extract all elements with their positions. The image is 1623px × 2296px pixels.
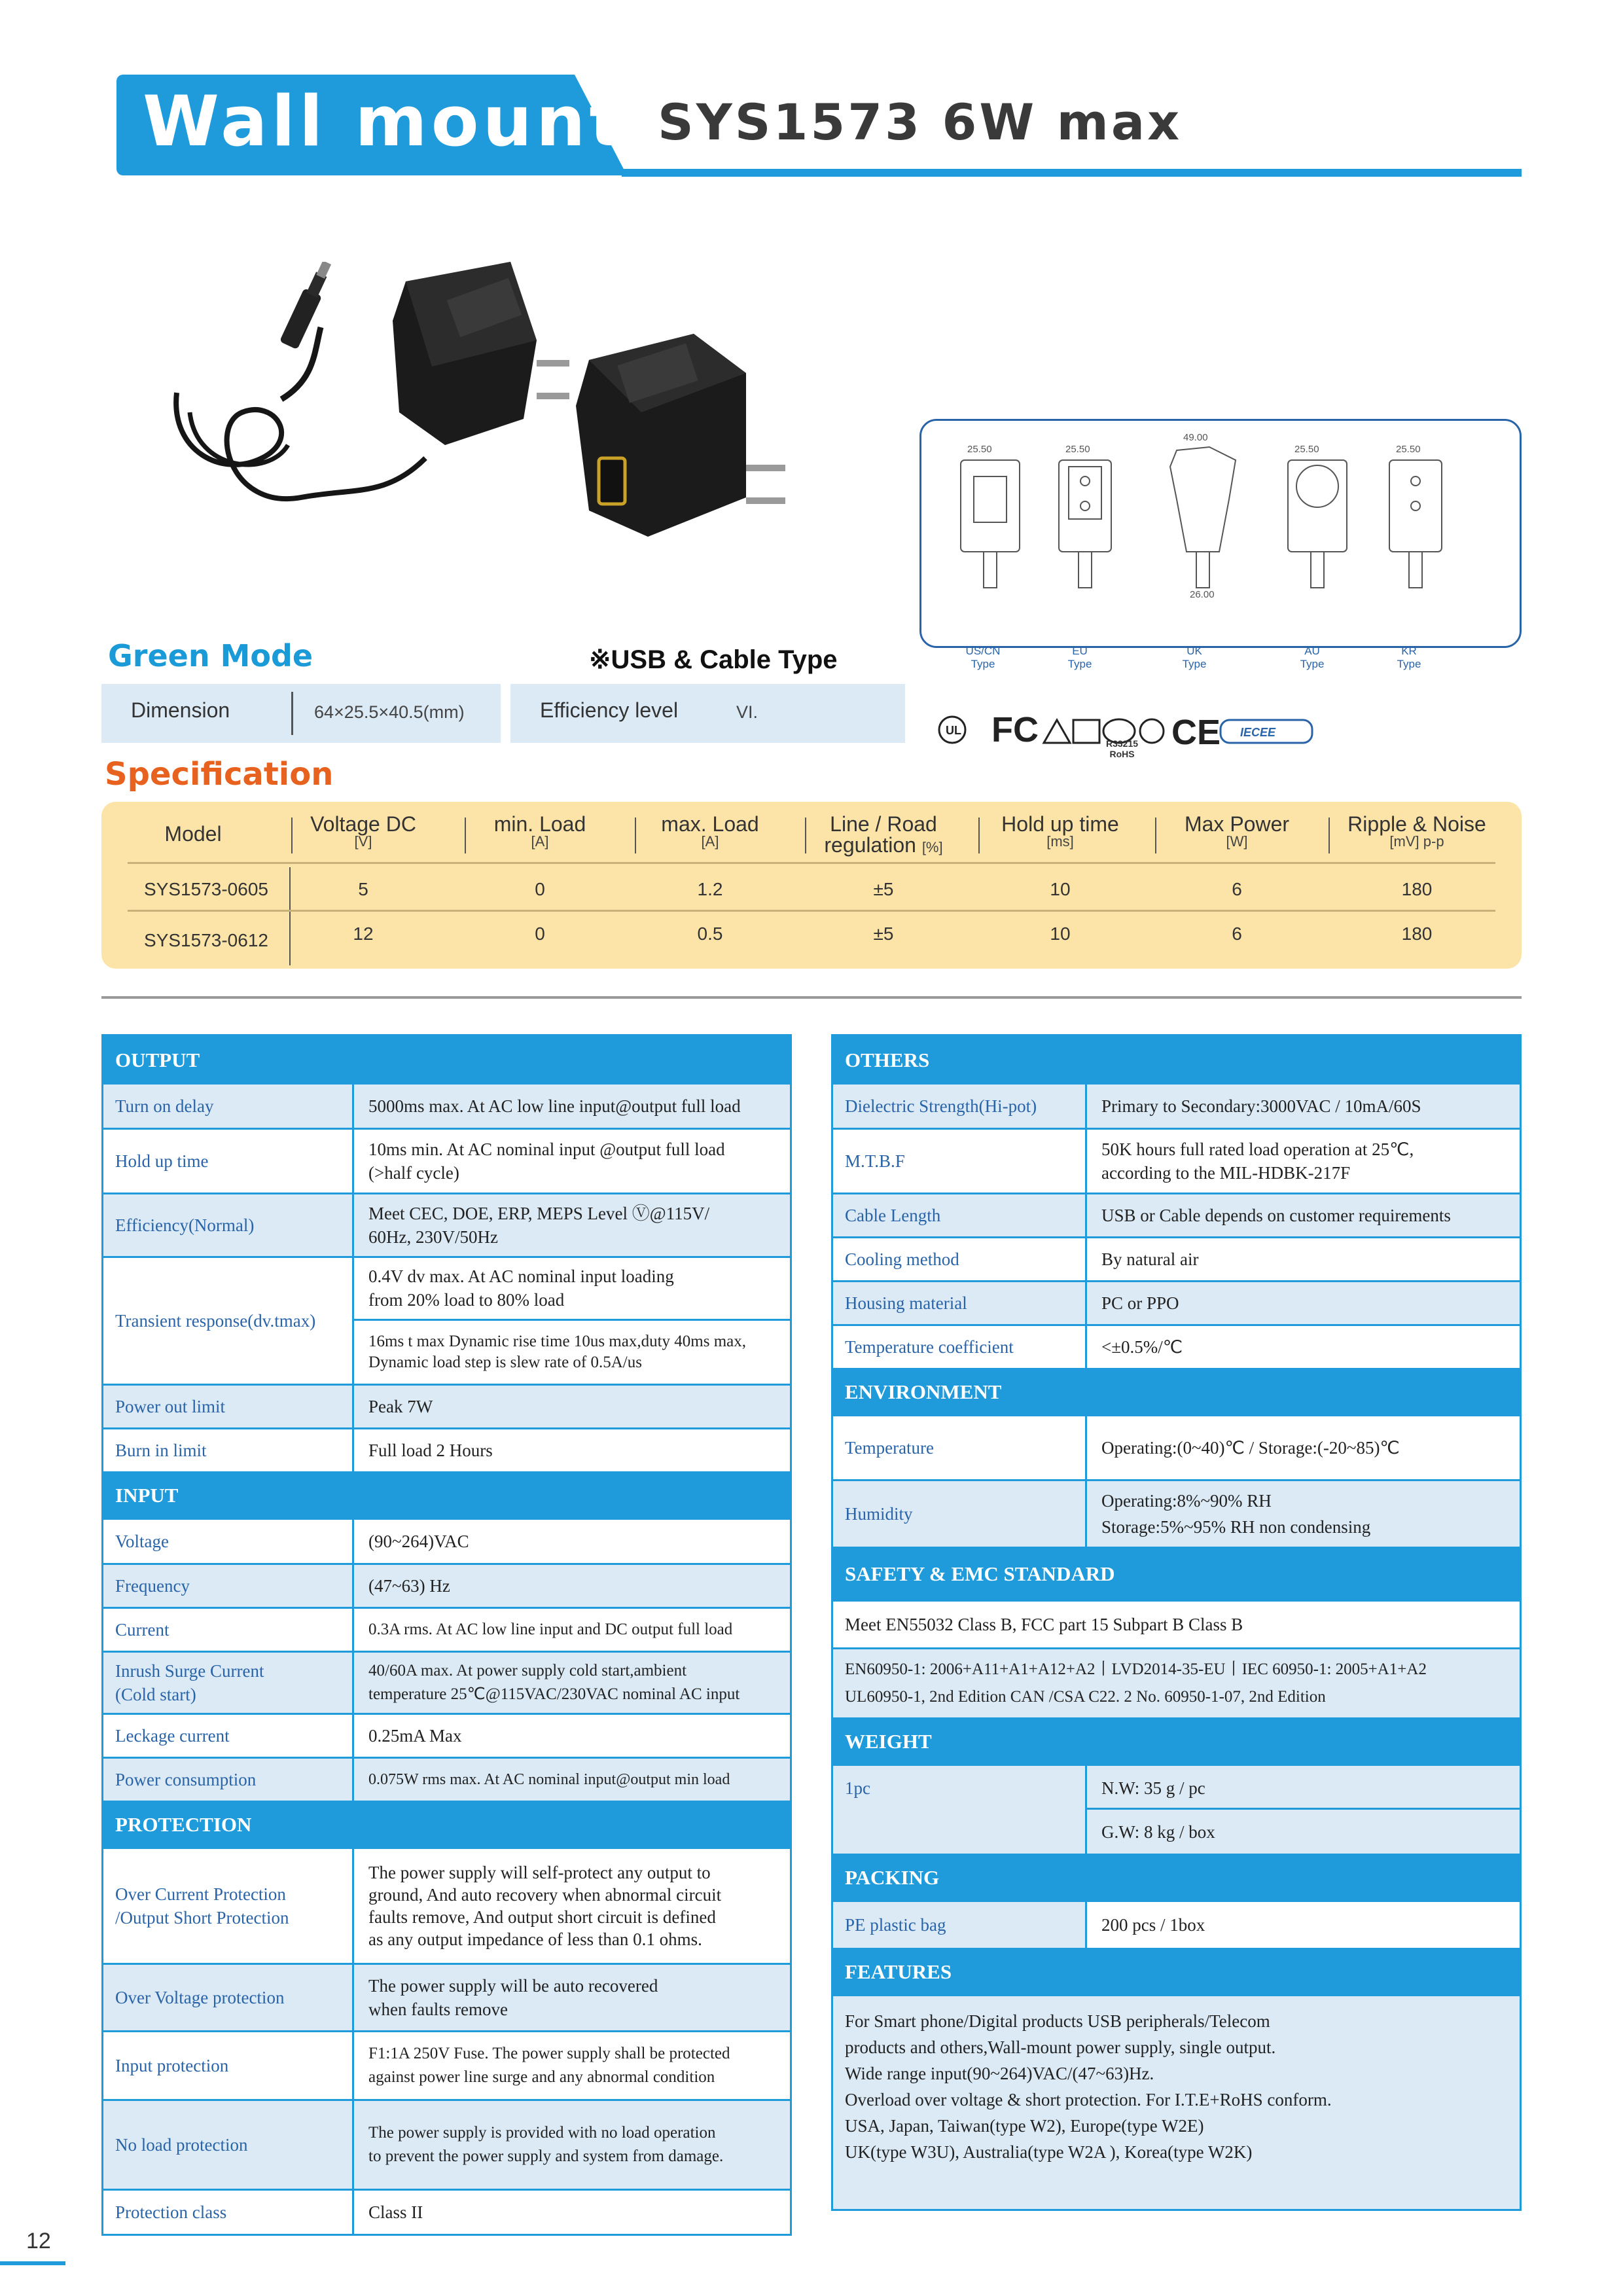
left-spec-table <box>101 1034 792 2236</box>
spec-header-max-power: Max Power [W] <box>1184 812 1290 850</box>
section-header-safety: SAFETY & EMC STANDARD <box>833 1547 1520 1602</box>
spec-header-model: Model <box>164 822 222 846</box>
row-label: Dielectric Strength(Hi-pot) <box>845 1096 1037 1116</box>
row-label: Cooling method <box>845 1249 959 1269</box>
row-value: 10ms min. At AC nominal input @output full load (>half cycle) <box>352 1130 790 1193</box>
separator <box>805 817 806 853</box>
row-label: Housing material <box>845 1293 967 1313</box>
row-value: 5000ms max. At AC low line input@output full load <box>352 1085 790 1128</box>
section-header-weight: WEIGHT <box>833 1717 1520 1766</box>
row-value: The power supply is provided with no load operation to prevent the power supply and system from damage. <box>352 2101 790 2189</box>
separator <box>465 817 466 853</box>
svg-text:IECEE: IECEE <box>1240 726 1276 739</box>
spec-cell: 180 <box>1401 924 1433 944</box>
table-row <box>833 1130 1520 1193</box>
row-value: Full load 2 Hours <box>352 1429 790 1471</box>
spec-cell: 10 <box>1050 924 1071 944</box>
spec-cell-model: SYS1573-0605 <box>144 879 268 899</box>
dim-label: 26.00 <box>1190 589 1215 600</box>
safety-line-1: Meet EN55032 Class B, FCC part 15 Subpart B Class B <box>833 1602 1520 1647</box>
section-header-packing: PACKING <box>833 1854 1520 1902</box>
spec-header-voltage: Voltage DC [V] <box>310 812 416 850</box>
row-value: Operating:(0~40)℃ / Storage:(-20~85)℃ <box>1085 1416 1520 1479</box>
table-row <box>103 1965 790 2030</box>
spec-header-max-load: max. Load [A] <box>661 812 759 850</box>
spec-cell: 12 <box>353 924 374 944</box>
section-header-others: OTHERS <box>833 1036 1520 1085</box>
row-label: Current <box>115 1620 169 1640</box>
dim-label: 25.50 <box>1294 444 1319 455</box>
row-value: 16ms t max Dynamic rise time 10us max,duty 40ms max, Dynamic load step is slew rate of 0.5A/us <box>352 1321 790 1384</box>
fc-logo: FC <box>991 710 1039 749</box>
svg-text:UL: UL <box>946 724 961 737</box>
dimension-label: Dimension <box>131 698 230 722</box>
row-value: N.W: 35 g / pc <box>1085 1766 1520 1810</box>
spec-header-regulation: Line / Road regulation [%] <box>824 812 943 857</box>
table-row <box>833 1902 1520 1948</box>
green-mode-title: Green Mode <box>108 638 313 673</box>
row-value: By natural air <box>1085 1238 1520 1280</box>
row-label: Efficiency(Normal) <box>115 1215 255 1235</box>
spec-cell: 5 <box>358 879 368 899</box>
table-row <box>833 1194 1520 1236</box>
table-row <box>103 1849 790 1963</box>
spec-header-hold-up: Hold up time [ms] <box>1001 812 1119 850</box>
row-label: Leckage current <box>115 1726 230 1746</box>
features-text: For Smart phone/Digital products USB peripherals/Telecom products and others,Wall-mount power supply, single output. Wide range input(90~264)VAC/(47~63)Hz. Overload over voltage & short protection. For I.T.E+RoHS conform. USA, Japan, Taiwan(type W2), Europe(type W2E) UK(type W3U), Australia(type W2A ), Korea(type W2K) <box>833 1996 1520 2209</box>
separator <box>1155 817 1156 853</box>
row-value: <±0.5%/℃ <box>1085 1326 1520 1368</box>
header-rule <box>622 169 1522 177</box>
row-label: No load protection <box>115 2135 248 2155</box>
row-value: 40/60A max. At power supply cold start,ambient temperature 25℃@115VAC/230VAC nominal AC input <box>352 1653 790 1713</box>
table-row <box>103 1085 790 1128</box>
row-value: (47~63) Hz <box>352 1565 790 1607</box>
row-label: Power consumption <box>115 1770 257 1789</box>
ce-logo: CE <box>1171 713 1221 752</box>
page-title: Wall mount <box>143 81 627 162</box>
table-row <box>833 1085 1520 1128</box>
row-label: Transient response(dv.tmax) <box>115 1311 316 1331</box>
spec-cell: 1.2 <box>697 879 723 899</box>
row-value: 50K hours full rated load operation at 25℃, according to the MIL-HDBK-217F <box>1085 1130 1520 1193</box>
section-header-input: INPUT <box>103 1471 790 1520</box>
specification-title: Specification <box>105 756 334 793</box>
kc-logo <box>1140 719 1164 743</box>
table-row <box>103 1429 790 1471</box>
plug-drawing-svg <box>921 421 1520 646</box>
separator <box>978 817 980 853</box>
separator <box>291 692 293 735</box>
row-label: Inrush Surge Current (Cold start) <box>115 1661 264 1704</box>
row-value: 0.25mA Max <box>352 1715 790 1757</box>
table-row <box>103 1715 790 1757</box>
plug-drawings <box>919 419 1522 648</box>
row-label: Humidity <box>845 1504 913 1524</box>
row-value: Primary to Secondary:3000VAC / 10mA/60S <box>1085 1085 1520 1128</box>
certification-logos <box>933 704 1325 769</box>
section-header-features: FEATURES <box>833 1948 1520 1996</box>
spec-header-ripple: Ripple & Noise [mV] p-p <box>1347 812 1486 850</box>
section-header-protection: PROTECTION <box>103 1801 790 1849</box>
separator <box>291 817 293 853</box>
row-value: PC or PPO <box>1085 1282 1520 1324</box>
table-row <box>833 1481 1520 1547</box>
spec-cell: 0 <box>535 879 545 899</box>
specification-table <box>101 802 1522 969</box>
table-row <box>103 2101 790 2189</box>
row-value: 0.4V dv max. At AC nominal input loading from 20% load to 80% load <box>352 1258 790 1321</box>
row-value: The power supply will be auto recovered when faults remove <box>352 1965 790 2030</box>
row-value: Meet CEC, DOE, ERP, MEPS Level Ⓥ@115V/ 60Hz, 230V/50Hz <box>352 1194 790 1256</box>
dim-label: 25.50 <box>1396 444 1421 455</box>
type-label-kr: KR Type <box>1397 645 1421 670</box>
type-label-au: AU Type <box>1300 645 1325 670</box>
page-number: 12 <box>26 2229 51 2253</box>
table-row <box>833 1326 1520 1368</box>
table-row <box>833 1238 1520 1280</box>
spec-cell: 6 <box>1232 879 1242 899</box>
table-row <box>103 1130 790 1193</box>
spec-cell: 180 <box>1401 879 1433 899</box>
spec-cell: 6 <box>1232 924 1242 944</box>
row-label: Over Voltage protection <box>115 1988 285 2007</box>
separator <box>289 867 291 965</box>
type-label-uscn: US/CN Type <box>965 645 1001 670</box>
row-value: Operating:8%~90% RH Storage:5%~95% RH non condensing <box>1085 1481 1520 1547</box>
efficiency-box <box>510 684 905 743</box>
table-row <box>103 2191 790 2234</box>
spec-rule <box>128 910 1495 912</box>
usb-cable-note: ※USB & Cable Type <box>589 645 838 674</box>
row-label: PE plastic bag <box>845 1915 946 1935</box>
row-label: Burn in limit <box>115 1441 207 1460</box>
page-number-rule <box>0 2261 65 2265</box>
spec-rule <box>128 862 1495 864</box>
row-value: Class II <box>352 2191 790 2234</box>
row-label: Hold up time <box>115 1151 209 1171</box>
table-row <box>103 1759 790 1801</box>
row-label: Temperature <box>845 1438 935 1458</box>
product-photo <box>170 262 798 602</box>
row-label: Frequency <box>115 1576 190 1596</box>
spec-cell: ±5 <box>873 879 894 899</box>
row-value: 0.3A rms. At AC low line input and DC output full load <box>352 1609 790 1651</box>
table-row <box>103 1609 790 1651</box>
row-label: 1pc <box>845 1778 870 1798</box>
table-row <box>103 1258 790 1384</box>
table-row <box>103 1194 790 1256</box>
pse-logo <box>1073 720 1099 743</box>
dimension-value: 64×25.5×40.5(mm) <box>314 702 465 722</box>
row-value: USB or Cable depends on customer requirements <box>1085 1194 1520 1236</box>
row-label: Turn on delay <box>115 1096 214 1116</box>
type-label-uk: UK Type <box>1182 645 1207 670</box>
row-label: Power out limit <box>115 1397 225 1416</box>
right-spec-table <box>831 1034 1522 2211</box>
warning-triangle-icon <box>1044 720 1070 743</box>
table-row <box>103 1386 790 1427</box>
section-header-environment: ENVIRONMENT <box>833 1368 1520 1416</box>
table-row <box>103 1653 790 1713</box>
row-label: Cable Length <box>845 1206 941 1225</box>
safety-standards: EN60950-1: 2006+A11+A1+A12+A2丨LVD2014-35-EU丨IEC 60950-1: 2005+A1+A2 UL60950-1, 2nd Edition CAN /CSA C22. 2 No. 60950-1-07, 2nd Edition <box>833 1649 1520 1717</box>
section-header-output: OUTPUT <box>103 1036 790 1085</box>
row-label: Voltage <box>115 1532 169 1551</box>
row-label: Protection class <box>115 2202 227 2222</box>
separator <box>1329 817 1330 853</box>
row-value: (90~264)VAC <box>352 1520 790 1563</box>
row-label: Temperature coefficient <box>845 1337 1014 1357</box>
spec-cell: 0.5 <box>697 924 723 944</box>
row-value: G.W: 8 kg / box <box>1085 1810 1520 1854</box>
dim-label: 25.50 <box>1065 444 1090 455</box>
spec-cell: ±5 <box>873 924 894 944</box>
row-label: Input protection <box>115 2056 229 2075</box>
spec-cell-model: SYS1573-0612 <box>144 930 268 950</box>
spec-header-min-load: min. Load [A] <box>493 812 586 850</box>
table-row <box>833 1416 1520 1479</box>
efficiency-value: VI. <box>736 702 758 722</box>
dim-label: 25.50 <box>967 444 992 455</box>
row-value: 200 pcs / 1box <box>1085 1902 1520 1948</box>
row-value: F1:1A 250V Fuse. The power supply shall be protected against power line surge and any abnormal condition <box>352 2032 790 2099</box>
table-row <box>103 1565 790 1607</box>
row-value: The power supply will self-protect any output to ground, And auto recovery when abnormal circuit faults remove, And output short circuit is defined as any output impedance of less than 0.1 ohms. <box>352 1849 790 1963</box>
model-title: SYS1573 6W max <box>658 93 1183 151</box>
separator <box>635 817 636 853</box>
table-row <box>833 1766 1520 1854</box>
type-label-eu: EU Type <box>1067 645 1092 670</box>
row-value: 0.075W rms max. At AC nominal input@output min load <box>352 1759 790 1801</box>
dim-label: 49.00 <box>1183 432 1208 443</box>
rohs-mark: R33215 RoHS <box>1106 738 1139 759</box>
table-row <box>103 2032 790 2099</box>
efficiency-label: Efficiency level <box>540 698 679 722</box>
spec-cell: 10 <box>1050 879 1071 899</box>
row-label: M.T.B.F <box>845 1151 905 1171</box>
spec-cell: 0 <box>535 924 545 944</box>
row-value: Peak 7W <box>352 1386 790 1427</box>
table-row <box>833 1282 1520 1324</box>
dimension-box <box>101 684 501 743</box>
table-row <box>103 1520 790 1563</box>
row-label: Over Current Protection /Output Short Protection <box>115 1884 289 1928</box>
section-divider <box>101 996 1522 999</box>
